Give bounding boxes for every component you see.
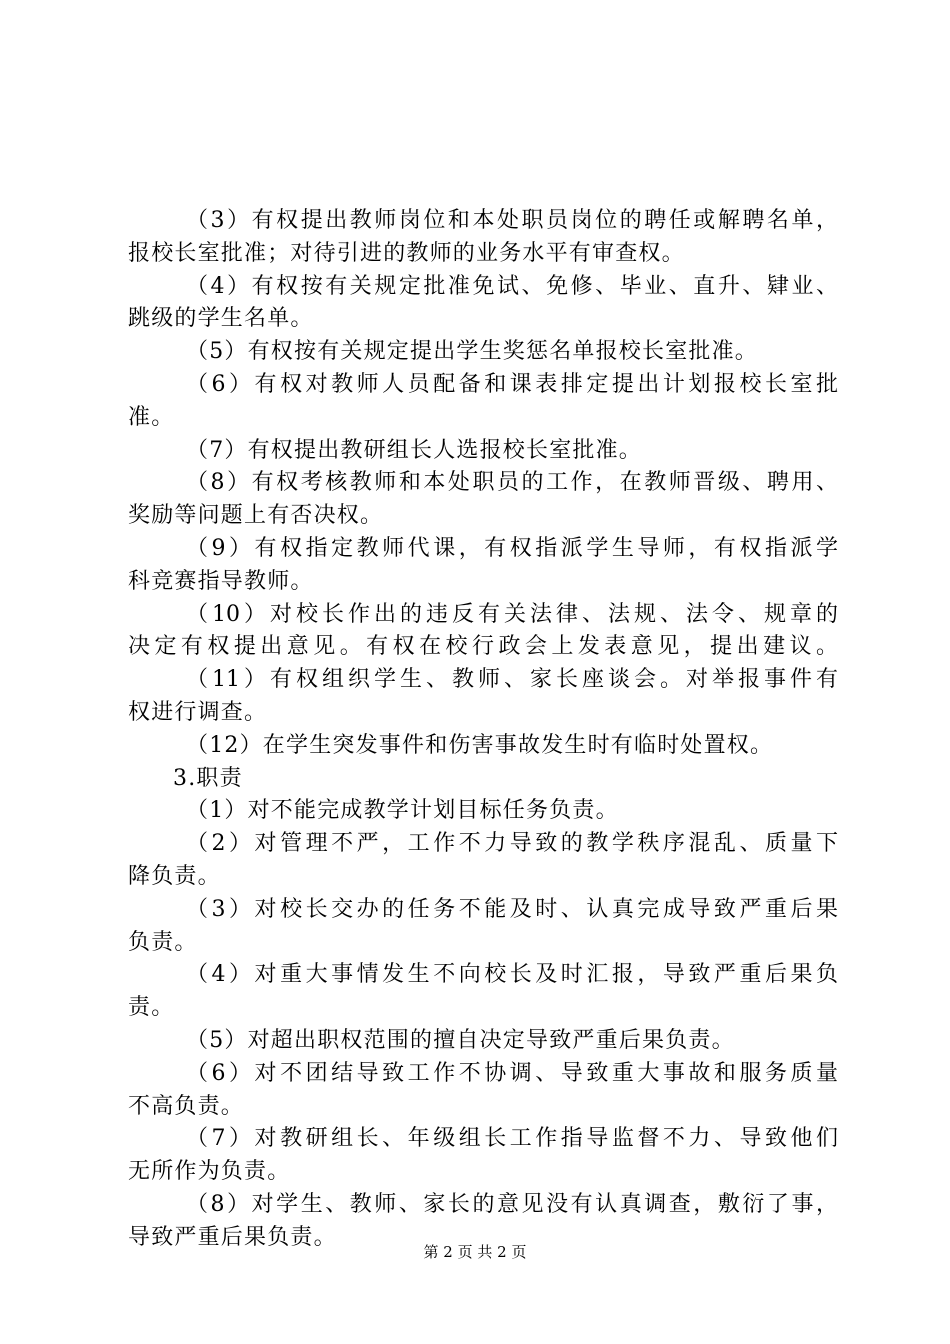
text-line: （1）对不能完成教学计划目标任务负责。	[186, 798, 619, 824]
text-line: （11）有权组织学生、教师、家长座谈会。对举报事件有	[186, 667, 838, 693]
text-line: （5）对超出职权范围的擅自决定导致严重后果负责。	[186, 1027, 735, 1053]
text-line: （10）对校长作出的违反有关法律、法规、法令、规章的	[186, 601, 838, 627]
text-line: （12）在学生突发事件和伤害事故发生时有临时处置权。	[186, 732, 774, 758]
text-line: （4）对重大事情发生不向校长及时汇报，导致严重后果负	[186, 962, 838, 988]
text-line: （7）对教研组长、年级组长工作指导监督不力、导致他们	[186, 1126, 838, 1152]
text-line: 负责。	[128, 929, 198, 955]
text-line: （8）有权考核教师和本处职员的工作，在教师晋级、聘用、	[186, 470, 838, 496]
text-line: （3）对校长交办的任务不能及时、认真完成导致严重后果	[186, 896, 838, 922]
text-line: （2）对管理不严，工作不力导致的教学秩序混乱、质量下	[186, 831, 838, 857]
text-line: （7）有权提出教研组长人选报校长室批准。	[186, 437, 642, 463]
text-line: 准。	[128, 404, 175, 430]
text-line: 权进行调查。	[128, 699, 268, 725]
section-heading: 3.职责	[173, 765, 243, 791]
text-line: 无所作为负责。	[128, 1159, 291, 1185]
text-line: （9）有权指定教师代课，有权指派学生导师，有权指派学	[186, 535, 838, 561]
text-line: 决定有权提出意见。有权在校行政会上发表意见，提出建议。	[128, 634, 838, 660]
text-line: 降负责。	[128, 863, 221, 889]
text-line: 导致严重后果负责。	[128, 1224, 337, 1250]
text-line: （5）有权按有关规定提出学生奖惩名单报校长室批准。	[186, 339, 758, 365]
text-line: 奖励等问题上有否决权。	[128, 503, 384, 529]
page-footer: 第 2 页 共 2 页	[423, 1243, 527, 1261]
text-line: （4）有权按有关规定批准免试、免修、毕业、直升、肄业、	[186, 273, 838, 299]
text-line: 不高负责。	[128, 1093, 245, 1119]
text-line: （8）对学生、教师、家长的意见没有认真调查，敷衍了事，	[186, 1191, 838, 1217]
text-line: 跳级的学生名单。	[128, 306, 314, 332]
text-line: 责。	[128, 995, 175, 1021]
text-line: （6）有权对教师人员配备和课表排定提出计划报校长室批	[186, 371, 838, 397]
text-line: 科竞赛指导教师。	[128, 568, 314, 594]
text-line: （6）对不团结导致工作不协调、导致重大事故和服务质量	[186, 1060, 838, 1086]
text-line: （3）有权提出教师岗位和本处职员岗位的聘任或解聘名单，	[186, 208, 838, 233]
document-body	[128, 205, 838, 1255]
text-line: 报校长室批准；对待引进的教师的业务水平有审查权。	[128, 240, 685, 266]
